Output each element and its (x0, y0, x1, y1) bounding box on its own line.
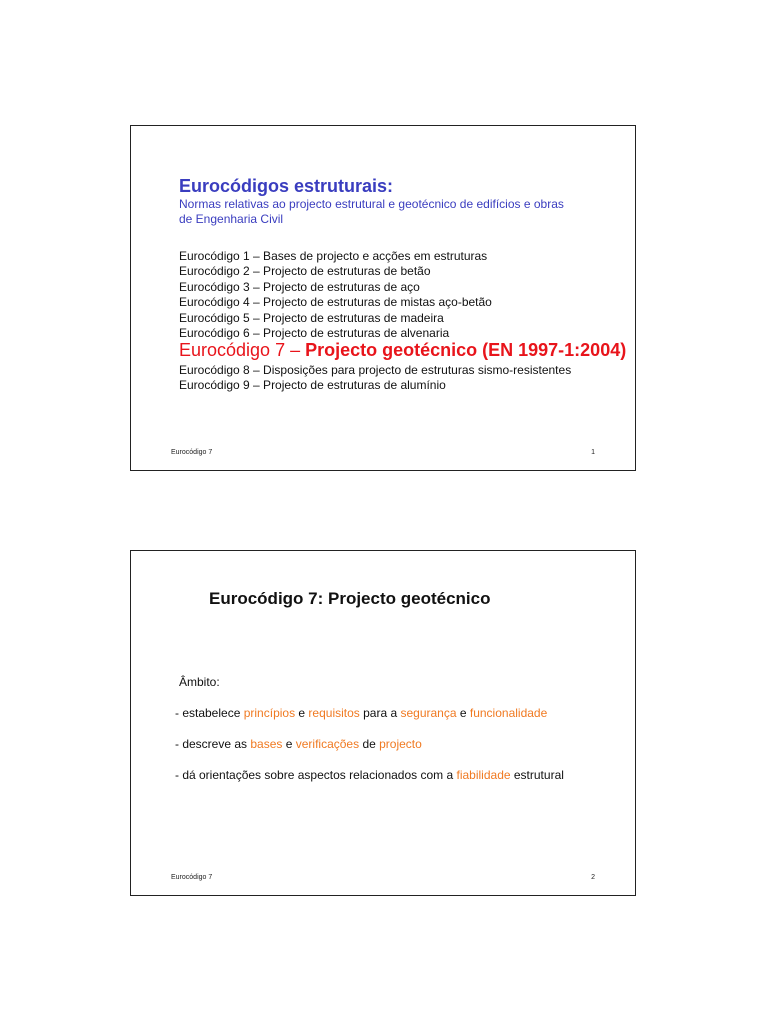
text: - dá orientações sobre aspectos relacionados com a (175, 768, 457, 782)
eurocode-7-highlight (179, 340, 626, 361)
list-item: Eurocódigo 4 – Projecto de estruturas de mistas aço-betão (179, 295, 492, 310)
list-item: Eurocódigo 8 – Disposições para projecto de estruturas sismo-resistentes (179, 363, 572, 377)
scope-label: Âmbito: (179, 675, 220, 689)
text: de (359, 737, 380, 751)
slide-footer: Eurocódigo 7 (171, 449, 213, 456)
text: e (295, 706, 309, 720)
highlight-term: bases (250, 737, 283, 751)
highlight-term: princípios (243, 706, 296, 720)
text: estrutural (510, 768, 564, 782)
slide-1 (130, 125, 636, 471)
text: para a (359, 706, 401, 720)
scope-item-3 (175, 768, 564, 782)
slide-2 (130, 550, 636, 896)
list-item: Eurocódigo 5 – Projecto de estruturas de madeira (179, 310, 444, 325)
eurocode-list-tail (179, 363, 571, 394)
page-number: 1 (591, 449, 595, 456)
highlight-term: requisitos (308, 706, 360, 720)
list-item: Eurocódigo 9 – Projecto de estruturas de alumínio (179, 378, 446, 393)
eurocode-7-prefix: Eurocódigo 7 – (179, 340, 306, 360)
scope-item-1 (175, 706, 547, 720)
slide-1-title: Eurocódigos estruturais: (179, 176, 394, 196)
list-item: Eurocódigo 2 – Projecto de estruturas de betão (179, 264, 431, 279)
highlight-term: funcionalidade (469, 706, 548, 720)
list-item: Eurocódigo 1 – Bases de projecto e acções em estruturas (179, 249, 488, 263)
highlight-term: segurança (400, 706, 457, 720)
slide-footer: Eurocódigo 7 (171, 874, 213, 881)
text: - estabelece (175, 706, 244, 720)
highlight-term: verificações (295, 737, 360, 751)
text: e (456, 706, 470, 720)
text: e (282, 737, 296, 751)
list-item: Eurocódigo 6 – Projecto de estruturas de alvenaria (179, 326, 450, 341)
highlight-term: projecto (379, 737, 422, 751)
page-number: 2 (591, 874, 595, 881)
slide-1-subtitle: Normas relativas ao projecto estrutural e geotécnico de edifícios e obras de Engenharia Civil (179, 197, 564, 226)
text: - descreve as (175, 737, 251, 751)
list-item: Eurocódigo 3 – Projecto de estruturas de aço (179, 279, 420, 294)
eurocode-7-title: Projecto geotécnico (EN 1997-1:2004) (305, 340, 627, 360)
highlight-term: fiabilidade (456, 768, 511, 782)
scope-item-2 (175, 737, 422, 751)
slide-2-title: Eurocódigo 7: Projecto geotécnico (209, 589, 491, 608)
eurocode-list (179, 249, 492, 341)
